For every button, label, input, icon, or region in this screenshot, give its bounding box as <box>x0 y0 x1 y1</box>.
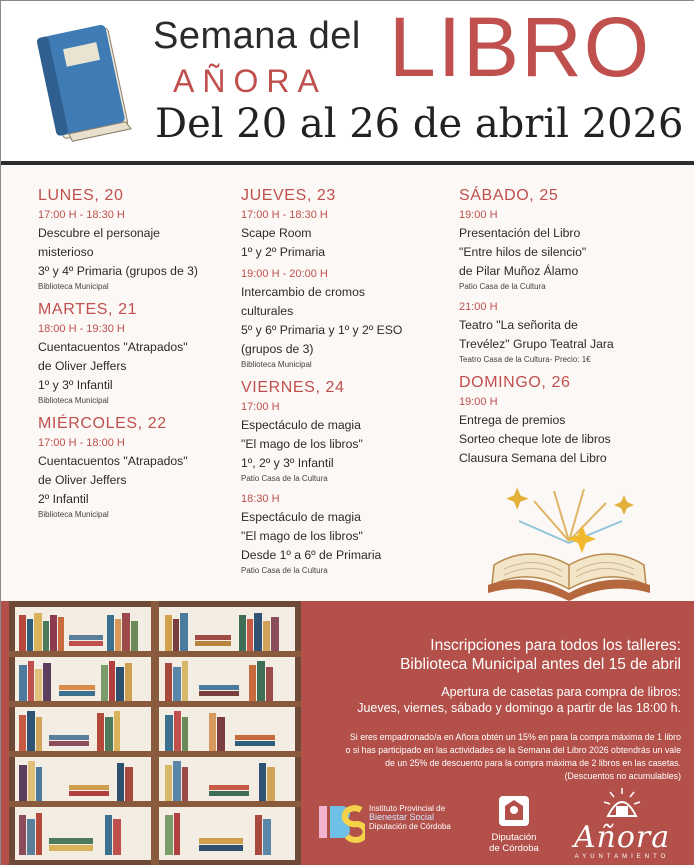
ips-line: Diputación de Córdoba <box>369 822 451 831</box>
day-heading: MIÉRCOLES, 22 <box>38 415 167 432</box>
ibs-mark-icon <box>317 800 365 844</box>
event-line: 1º y 3º Infantil <box>38 378 113 392</box>
event-line: Trevélez" Grupo Teatral Jara <box>459 337 614 351</box>
inscripciones-deadline: Biblioteca Municipal antes del 15 de abril <box>400 656 681 673</box>
ips-line: Instituto Provincial de <box>369 804 446 813</box>
event-place: Biblioteca Municipal <box>38 282 109 291</box>
event-time: 21:00 H <box>459 301 498 313</box>
ips-line: Bienestar Social <box>369 812 435 822</box>
day-heading: LUNES, 20 <box>38 187 124 204</box>
ips-text <box>369 804 451 831</box>
event-time: 19:00 H <box>459 209 498 221</box>
event-line: "El mago de los libros" <box>241 437 363 451</box>
bookshelf-illustration <box>9 601 301 865</box>
event-time: 18:30 H <box>241 493 280 505</box>
inscripciones-heading: Inscripciones para todos los talleres: <box>430 637 681 654</box>
diputacion-mark-icon <box>497 794 531 828</box>
event-time: 17:00 H - 18:30 H <box>38 209 125 221</box>
ayuntamiento-text: AYUNTAMIENTO <box>574 854 670 860</box>
event-time: 17:00 H - 18:00 H <box>38 437 125 449</box>
event-line: "Entre hilos de silencio" <box>459 245 587 259</box>
event-time: 17:00 H - 18:30 H <box>241 209 328 221</box>
event-line: culturales <box>241 304 294 318</box>
event-place: Patio Casa de la Cultura <box>241 474 328 483</box>
event-time: 17:00 H <box>241 401 280 413</box>
event-line: Cuentacuentos "Atrapados" <box>38 340 188 354</box>
diputacion-text <box>479 832 549 854</box>
event-line: de Oliver Jeffers <box>38 473 127 487</box>
day-heading: MARTES, 21 <box>38 301 138 318</box>
title-libro: LIBRO <box>389 0 652 94</box>
anora-logo <box>559 786 685 864</box>
event-line: Presentación del Libro <box>459 226 581 240</box>
event-place: Biblioteca Municipal <box>241 360 312 369</box>
blue-book-icon <box>31 15 143 155</box>
day-heading: JUEVES, 23 <box>241 187 336 204</box>
event-line: 1º y 2º Primaria <box>241 245 326 259</box>
event-line: Cuentacuentos "Atrapados" <box>38 454 188 468</box>
event-line: misterioso <box>38 245 94 259</box>
event-dates: Del 20 al 26 de abril 2026 <box>155 101 684 147</box>
discount-note <box>346 731 681 783</box>
info-band <box>1 601 694 865</box>
event-line: (grupos de 3) <box>241 342 314 356</box>
event-line: Desde 1º a 6º de Primaria <box>241 548 382 562</box>
title-semana-del: Semana del <box>153 15 361 57</box>
event-line: 5º y 6º Primaria y 1º y 2º ESO <box>241 323 403 337</box>
event-time: 19:00 H <box>459 396 498 408</box>
poster-header <box>1 1 694 161</box>
day-heading: VIERNES, 24 <box>241 379 345 396</box>
event-line: Sorteo cheque lote de libros <box>459 432 611 446</box>
program-column-3 <box>459 187 679 468</box>
event-place: Patio Casa de la Cultura <box>459 282 546 291</box>
event-line: de Pilar Muñoz Álamo <box>459 264 579 278</box>
event-line: Espectáculo de magia <box>241 510 361 524</box>
event-line: Clausura Semana del Libro <box>459 451 607 465</box>
event-line: Descubre el personaje <box>38 226 160 240</box>
event-line: Scape Room <box>241 226 312 240</box>
event-line: Teatro "La señorita de <box>459 318 578 332</box>
event-place: Biblioteca Municipal <box>38 510 109 519</box>
discount-line: o si has participado en las actividades de la Semana del Libro 2026 obtendrás un vale <box>345 745 681 755</box>
program-column-2 <box>241 187 456 585</box>
event-line: 2º Infantil <box>38 492 89 506</box>
event-time: 18:00 H - 19:30 H <box>38 323 125 335</box>
program-section <box>1 165 694 601</box>
event-place: Biblioteca Municipal <box>38 396 109 405</box>
discount-line: de un 25% de descuento para la compra máxima de 2 libros en las casetas. <box>385 758 681 768</box>
title-town: AÑORA <box>173 63 327 99</box>
open-book-illustration <box>474 481 664 605</box>
discount-line: (Descuentos no acumulables) <box>564 771 681 781</box>
event-line: de Oliver Jeffers <box>38 359 127 373</box>
anora-sun-icon <box>602 786 642 820</box>
diputacion-line: Diputación <box>491 832 537 843</box>
diputacion-line: de Córdoba <box>489 843 539 854</box>
day-heading: SÁBADO, 25 <box>459 187 559 204</box>
event-line: Espectáculo de magia <box>241 418 361 432</box>
ips-logo <box>317 800 457 844</box>
event-line: Entrega de premios <box>459 413 566 427</box>
anora-wordmark: Añora <box>573 820 671 855</box>
apertura-heading: Apertura de casetas para compra de libros: <box>441 685 681 699</box>
event-line: Intercambio de cromos <box>241 285 365 299</box>
diputacion-logo <box>479 792 549 856</box>
sponsor-logos <box>309 786 689 864</box>
event-line: 1º, 2º y 3º Infantil <box>241 456 334 470</box>
apertura-schedule: Jueves, viernes, sábado y domingo a partir de las 18:00 h. <box>357 701 681 715</box>
program-column-1 <box>38 187 238 529</box>
event-place: Teatro Casa de la Cultura- Precio: 1€ <box>459 355 591 364</box>
day-heading: DOMINGO, 26 <box>459 374 571 391</box>
discount-line: Si eres empadronado/a en Añora obtén un 15% en para la compra máxima de 1 libro <box>349 732 681 742</box>
event-time: 19:00 H - 20:00 H <box>241 268 328 280</box>
event-line: "El mago de los libros" <box>241 529 363 543</box>
event-line: 3º y 4º Primaria (grupos de 3) <box>38 264 198 278</box>
event-place: Patio Casa de la Cultura <box>241 566 328 575</box>
